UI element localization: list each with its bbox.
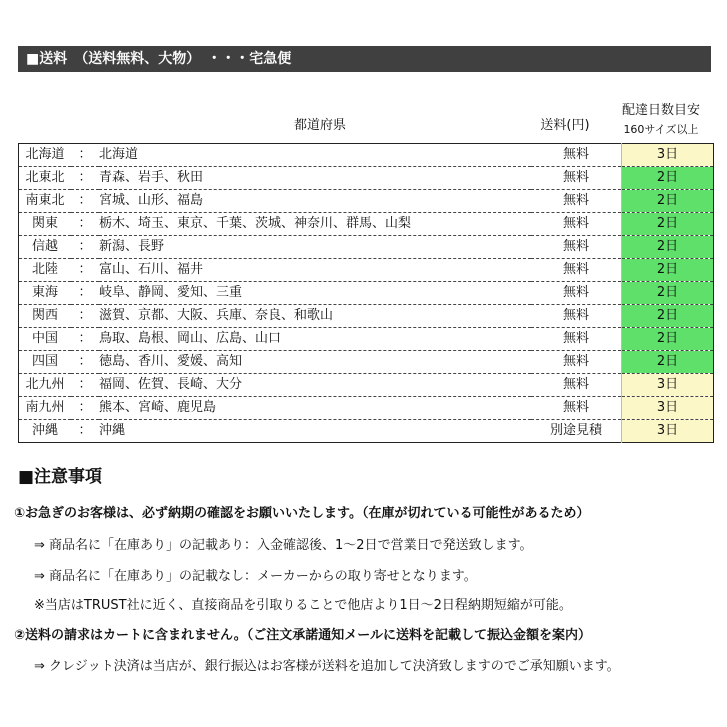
cost-column-header: 送料(円) <box>540 118 590 133</box>
region-cell: 北海道 <box>19 144 72 167</box>
table-row <box>19 259 714 282</box>
separator-cell: ： <box>71 190 99 213</box>
region-cell: 沖縄 <box>31 423 58 438</box>
delivery-days-cell: 2日 <box>622 167 714 190</box>
delivery-days-cell: 2日 <box>622 351 714 374</box>
delivery-days-cell: 2日 <box>622 236 714 259</box>
region-cell: 北陸 <box>19 259 72 282</box>
separator-cell: ： <box>71 351 99 374</box>
table-row <box>19 236 714 259</box>
prefectures-cell: 熊本、宮崎、鹿児島 <box>99 397 531 420</box>
shipping-table <box>18 143 714 443</box>
shipping-cost-cell: 無料 <box>531 374 622 397</box>
shipping-cost-cell: 無料 <box>531 351 622 374</box>
shipping-cost-cell: 無料 <box>531 236 622 259</box>
separator-cell: ： <box>71 397 99 420</box>
region-cell: 中国 <box>19 328 72 351</box>
table-row <box>19 328 714 351</box>
note-in-stock: ⇒ 商品名に「在庫あり」の記載あり：入金確認後、1～2日で営業日で発送致します。 <box>34 538 533 553</box>
delivery-days-cell: 3日 <box>622 420 714 443</box>
delivery-days-cell: 2日 <box>622 213 714 236</box>
delivery-days-cell: 2日 <box>622 328 714 351</box>
region-cell: 四国 <box>19 351 72 374</box>
days-column-subheader: 160サイズ以上 <box>623 123 699 136</box>
delivery-days-cell: 3日 <box>622 397 714 420</box>
note-trust-proximity: ※当店はTRUST社に近く、直接商品を引取りることで他店より1日～2日程納期短縮が可能。 <box>34 598 572 613</box>
table-row <box>19 420 714 443</box>
separator-cell: ： <box>71 213 99 236</box>
region-cell: 南九州 <box>19 397 72 420</box>
prefectures-cell: 青森、岩手、秋田 <box>99 167 531 190</box>
table-row <box>19 282 714 305</box>
table-row <box>19 167 714 190</box>
shipping-cost-cell: 無料 <box>531 213 622 236</box>
prefectures-cell: 岐阜、静岡、愛知、三重 <box>99 282 531 305</box>
separator-cell: ： <box>71 167 99 190</box>
note-rush-orders: ①お急ぎのお客様は、必ず納期の確認をお願いいたします。（在庫が切れている可能性があるため） <box>14 506 590 521</box>
shipping-cost-cell: 無料 <box>531 190 622 213</box>
note-not-in-stock: ⇒ 商品名に「在庫あり」の記載なし：メーカーからの取り寄せとなります。 <box>34 569 477 584</box>
shipping-cost-cell: 無料 <box>531 282 622 305</box>
prefectures-cell: 北海道 <box>99 144 531 167</box>
prefectures-cell: 鳥取、島根、岡山、広島、山口 <box>99 328 531 351</box>
prefectures-cell: 宮城、山形、福島 <box>99 190 531 213</box>
note-shipping-billing: ②送料の請求はカートに含まれません。（ご注文承諾通知メールに送料を記載して振込金額を案内） <box>14 628 592 643</box>
prefecture-column-header: 都道府県 <box>293 118 346 133</box>
shipping-cost-cell: 別途見積 <box>549 423 602 438</box>
prefectures-cell: 新潟、長野 <box>99 236 531 259</box>
table-row <box>19 213 714 236</box>
table-row <box>19 351 714 374</box>
delivery-days-cell: 2日 <box>622 282 714 305</box>
region-cell: 南東北 <box>19 190 72 213</box>
separator-cell: ： <box>71 328 99 351</box>
region-cell: 関東 <box>19 213 72 236</box>
shipping-cost-cell: 無料 <box>531 328 622 351</box>
shipping-cost-cell: 無料 <box>531 144 622 167</box>
region-cell: 東海 <box>19 282 72 305</box>
table-row <box>19 397 714 420</box>
separator-cell: ： <box>71 259 99 282</box>
region-cell: 北九州 <box>19 374 72 397</box>
shipping-cost-cell: 無料 <box>531 305 622 328</box>
prefectures-cell: 栃木、埼玉、東京、千葉、茨城、神奈川、群馬、山梨 <box>99 213 531 236</box>
region-cell: 信越 <box>19 236 72 259</box>
separator-cell: ： <box>71 236 99 259</box>
region-cell: 北東北 <box>19 167 72 190</box>
table-row <box>19 305 714 328</box>
delivery-days-cell: 3日 <box>622 144 714 167</box>
prefectures-cell: 富山、石川、福井 <box>99 259 531 282</box>
delivery-days-cell: 2日 <box>622 190 714 213</box>
separator-cell: ： <box>71 305 99 328</box>
prefectures-cell: 福岡、佐賀、長崎、大分 <box>99 374 531 397</box>
separator-cell: ： <box>71 144 99 167</box>
table-row <box>19 144 714 167</box>
days-column-header: 配達日数目安 <box>621 103 700 118</box>
section-header: ■送料 （送料無料、大物） ・・・宅急便 <box>18 46 711 72</box>
table-row <box>19 374 714 397</box>
separator-cell: ： <box>71 282 99 305</box>
note-payment-method: ⇒ クレジット決済は当店が、銀行振込はお客様が送料を追加して決済致しますのでご承知願います。 <box>34 659 620 674</box>
notes-title: ■注意事項 <box>18 467 103 487</box>
delivery-days-cell: 2日 <box>622 305 714 328</box>
shipping-cost-cell: 無料 <box>531 259 622 282</box>
delivery-days-cell: 2日 <box>622 259 714 282</box>
prefectures-cell: 沖縄 <box>99 423 126 438</box>
region-cell: 関西 <box>19 305 72 328</box>
prefectures-cell: 滋賀、京都、大阪、兵庫、奈良、和歌山 <box>99 305 531 328</box>
separator-cell: ： <box>71 374 99 397</box>
shipping-cost-cell: 無料 <box>531 397 622 420</box>
delivery-days-cell: 3日 <box>622 374 714 397</box>
prefectures-cell: 徳島、香川、愛媛、高知 <box>99 351 531 374</box>
table-row <box>19 190 714 213</box>
shipping-cost-cell: 無料 <box>531 167 622 190</box>
separator-cell: ： <box>78 423 92 438</box>
